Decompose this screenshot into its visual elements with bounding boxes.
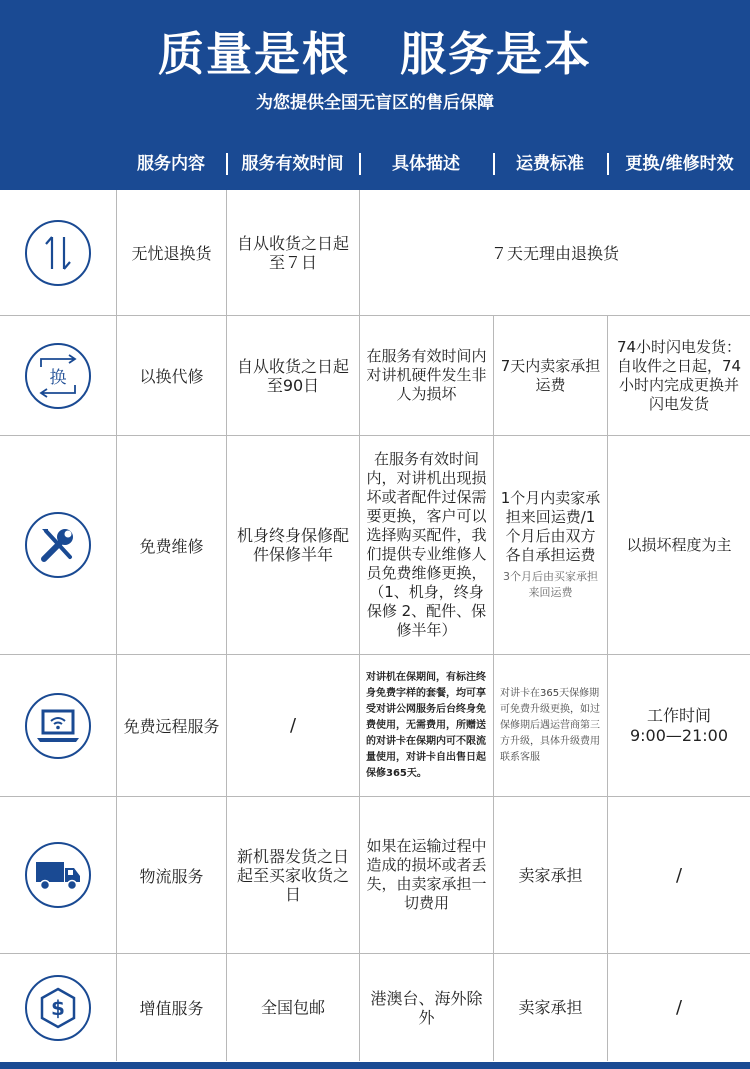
service-fee: 对讲卡在365天保修期可免费升级更换，如过保修期后遇运营商第三方升级，具体升级费用联系客服 xyxy=(500,687,600,763)
col-separator xyxy=(359,153,361,175)
col-header-service: 服务内容 xyxy=(137,154,205,174)
service-time: 全国包邮 xyxy=(226,954,359,1061)
service-time: 自从收货之日起至７日 xyxy=(226,190,359,315)
work-hours-label: 工作时间 xyxy=(646,705,711,725)
col-header-repair: 更换/维修时效 xyxy=(625,154,734,174)
service-desc: 对讲机在保期间，有标注终身免费字样的套餐，均可享受对讲公网服务后台终身免费使用，无需费用，所赠送的对讲卡在保期内可不限流量使用，对讲卡自出售日起保修365天。 xyxy=(366,671,486,779)
service-desc: 在服务有效时间内对讲机硬件发生非人为损坏 xyxy=(359,316,493,435)
service-fee: 7天内卖家承担运费 xyxy=(493,316,607,435)
table-row xyxy=(0,316,750,436)
col-header-fee: 运费标准 xyxy=(516,154,584,174)
row-icon-cell xyxy=(0,436,116,654)
row-icon-cell xyxy=(0,190,116,315)
service-fee-cell xyxy=(493,655,607,796)
truck-icon xyxy=(25,842,91,908)
title-right: 服务是本 xyxy=(400,27,592,81)
service-fee: 1个月内卖家承担来回运费/1个月后由双方各自承担运费 xyxy=(500,489,601,564)
service-repair-cell xyxy=(607,655,750,796)
page-title xyxy=(0,18,750,84)
page-subtitle: 为您提供全国无盲区的售后保障 xyxy=(256,93,494,113)
dollar-shield-icon xyxy=(25,975,91,1041)
exchange-icon-label: 换 xyxy=(49,367,67,388)
table-row xyxy=(0,797,750,954)
laptop-wifi-icon xyxy=(25,693,91,759)
service-name: 免费远程服务 xyxy=(116,655,226,796)
table-row xyxy=(0,436,750,655)
tools-icon xyxy=(25,512,91,578)
service-desc-cell xyxy=(359,655,493,796)
service-time: 新机器发货之日起至买家收货之日 xyxy=(226,797,359,953)
row-icon-cell xyxy=(0,655,116,796)
svg-text:$: $ xyxy=(51,995,65,1020)
table-row xyxy=(0,655,750,797)
service-fee-cell xyxy=(493,436,607,654)
service-desc: 港澳台、海外除外 xyxy=(359,954,493,1061)
service-desc: 如果在运输过程中造成的损坏或者丢失，由卖家承担一切费用 xyxy=(359,797,493,953)
service-desc: ７天无理由退换货 xyxy=(359,190,750,315)
service-fee: 卖家承担 xyxy=(493,797,607,953)
service-time: 机身终身保修配件保修半年 xyxy=(226,436,359,654)
service-name: 免费维修 xyxy=(116,436,226,654)
header-banner xyxy=(0,0,750,190)
col-separator xyxy=(493,153,495,175)
service-repair: / xyxy=(607,797,750,953)
footer-bar xyxy=(0,1062,750,1069)
service-name: 无忧退换货 xyxy=(116,190,226,315)
arrows-updown-icon xyxy=(25,220,91,286)
table-row xyxy=(0,954,750,1061)
service-repair: / xyxy=(607,954,750,1061)
service-name: 物流服务 xyxy=(116,797,226,953)
exchange-icon xyxy=(25,343,91,409)
service-name: 增值服务 xyxy=(116,954,226,1061)
col-header-desc: 具体描述 xyxy=(392,154,460,174)
service-repair: 以损坏程度为主 xyxy=(607,436,750,654)
table-row xyxy=(0,190,750,316)
service-table xyxy=(0,190,750,1062)
service-time: 自从收货之日起至90日 xyxy=(226,316,359,435)
service-fee: 卖家承担 xyxy=(493,954,607,1061)
row-icon-cell xyxy=(0,954,116,1061)
service-name: 以换代修 xyxy=(116,316,226,435)
service-desc: 在服务有效时间内，对讲机出现损坏或者配件过保需要更换，客户可以选择购买配件，我们提供专业维修人员免费维修更换，（1、机身，终身保修 2、配件、保修半年） xyxy=(359,436,493,654)
row-icon-cell xyxy=(0,316,116,435)
service-fee-note: 3个月后由买家承担来回运费 xyxy=(503,570,598,599)
work-hours-value: 9:00—21:00 xyxy=(629,725,729,745)
col-header-time: 服务有效时间 xyxy=(241,154,344,174)
service-time: / xyxy=(226,655,359,796)
service-repair: 74小时闪电发货：自收件之日起，74小时内完成更换并闪电发货 xyxy=(607,316,750,435)
title-left: 质量是根 xyxy=(158,27,350,81)
row-icon-cell xyxy=(0,797,116,953)
col-separator xyxy=(226,153,228,175)
